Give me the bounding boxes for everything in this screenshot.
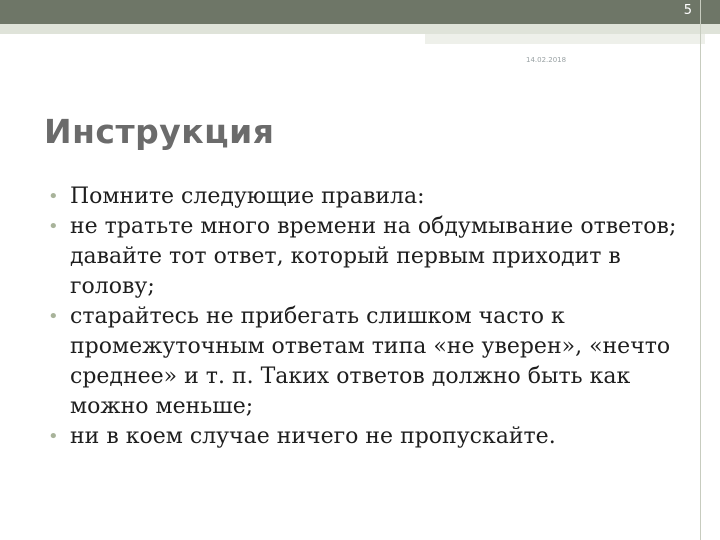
bullet-marker-icon: • — [48, 426, 59, 447]
header-band — [0, 0, 720, 24]
header-band-light — [0, 24, 720, 34]
bullet-text: не тратьте много времени на обдумывание ответов; давайте тот ответ, который первым приходит в голову; — [70, 214, 677, 299]
header-band-accent — [425, 34, 705, 44]
page-number: 5 — [683, 3, 692, 18]
bullet-item — [48, 182, 698, 212]
bullet-text: Помните следующие правила: — [70, 184, 425, 209]
bullet-list — [48, 182, 698, 452]
bullet-text: старайтесь не прибегать слишком часто к промежуточным ответам типа «не уверен», «нечто среднее» и т. п. Таких ответов должно быть как можно меньше; — [70, 304, 671, 419]
bullet-marker-icon: • — [48, 306, 59, 327]
bullet-item — [48, 302, 698, 422]
bullet-marker-icon: • — [48, 216, 59, 237]
bullet-text: ни в коем случае ничего не пропускайте. — [70, 424, 556, 449]
bullet-marker-icon: • — [48, 186, 59, 207]
bullet-item — [48, 422, 698, 452]
right-edge-line — [700, 0, 701, 540]
slide-title: Инструкция — [44, 112, 275, 151]
bullet-item — [48, 212, 698, 302]
slide-date: 14.02.2018 — [526, 56, 567, 64]
